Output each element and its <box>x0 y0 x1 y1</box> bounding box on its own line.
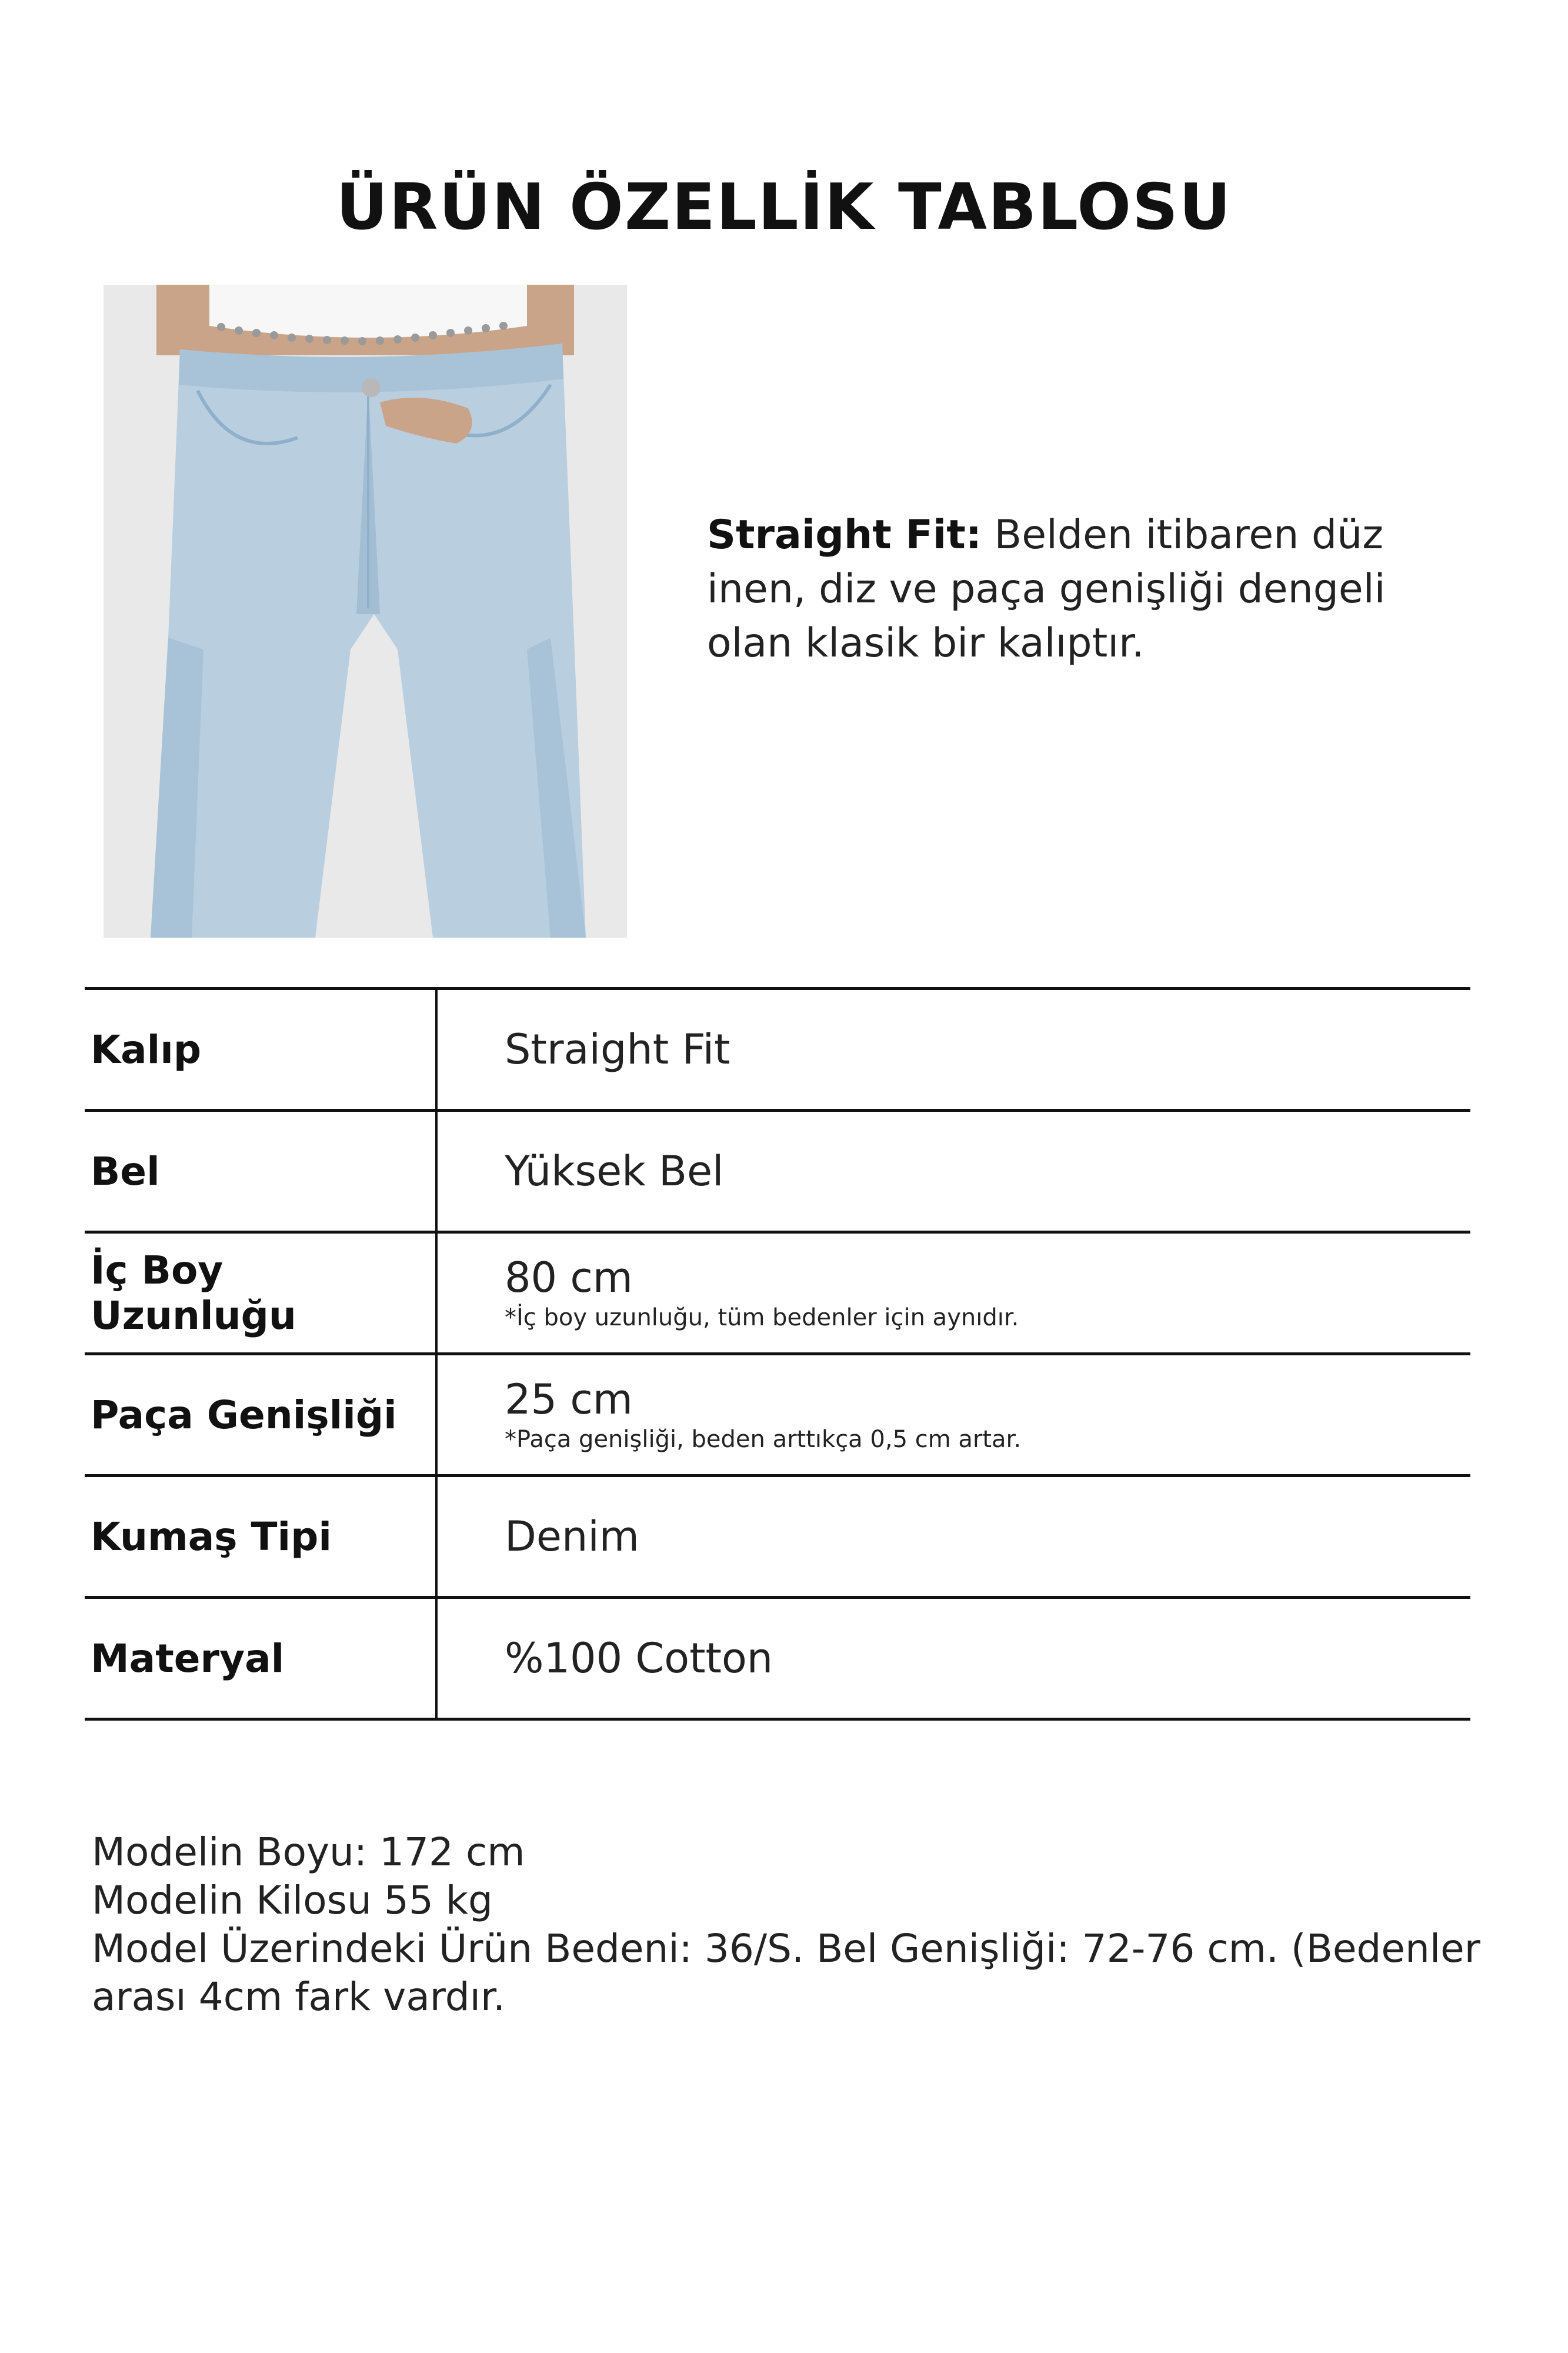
spec-table <box>85 987 1470 1721</box>
spec-row-kumas <box>85 1474 1470 1596</box>
spec-value: %100 Cotton <box>505 1634 773 1682</box>
product-photo <box>104 285 627 938</box>
spec-note: *Paça genişliği, beden arttıkça 0,5 cm artar. <box>505 1426 1022 1453</box>
model-size: Model Üzerindeki Ürün Bedeni: 36/S. Bel Genişliği: 72-76 cm. (Bedenler arası 4cm fark vardır. <box>92 1926 1480 2019</box>
jeans-illustration <box>104 285 627 938</box>
spec-row-kalip <box>85 987 1470 1109</box>
spec-value: 25 cm <box>505 1375 633 1424</box>
model-height: Modelin Boyu: 172 cm <box>92 1829 525 1875</box>
spec-value-cell <box>505 1112 1446 1231</box>
spec-value: Straight Fit <box>505 1025 730 1074</box>
column-divider <box>435 1112 438 1231</box>
column-divider <box>435 1234 438 1352</box>
fit-description <box>707 508 1483 671</box>
column-divider <box>435 990 438 1109</box>
spec-value: Denim <box>505 1512 639 1561</box>
column-divider <box>435 1477 438 1596</box>
spec-key: Bel <box>91 1148 160 1194</box>
spec-key: Paça Genişliği <box>91 1392 397 1438</box>
column-divider <box>435 1599 438 1718</box>
spec-row-ic-boy <box>85 1231 1470 1352</box>
spec-key: İç Boy Uzunluğu <box>91 1248 296 1338</box>
spec-value-cell <box>505 1234 1446 1352</box>
spec-value: Yüksek Bel <box>505 1147 724 1195</box>
spec-value-cell <box>505 1355 1446 1474</box>
spec-note: *İç boy uzunluğu, tüm bedenler için aynıdır. <box>505 1304 1019 1331</box>
fit-description-text: Belden itibaren düz inen, diz ve paça genişliği dengeli olan klasik bir kalıptır. <box>707 512 1386 666</box>
spec-key: Kalıp <box>91 1026 202 1072</box>
spec-value-cell <box>505 990 1446 1109</box>
spec-value-cell <box>505 1599 1446 1718</box>
model-weight: Modelin Kilosu 55 kg <box>92 1878 493 1923</box>
page-title: ÜRÜN ÖZELLİK TABLOSU <box>336 171 1232 244</box>
spec-key: Materyal <box>91 1635 285 1681</box>
spec-row-bel <box>85 1109 1470 1231</box>
spec-value-cell <box>505 1477 1446 1596</box>
spec-key: Kumaş Tipi <box>91 1514 332 1559</box>
spec-value: 80 cm <box>505 1254 633 1302</box>
fit-description-label: Straight Fit: <box>707 512 982 558</box>
spec-row-materyal <box>85 1596 1470 1721</box>
model-info <box>92 1828 1503 2021</box>
column-divider <box>435 1355 438 1474</box>
spec-row-paca <box>85 1352 1470 1474</box>
